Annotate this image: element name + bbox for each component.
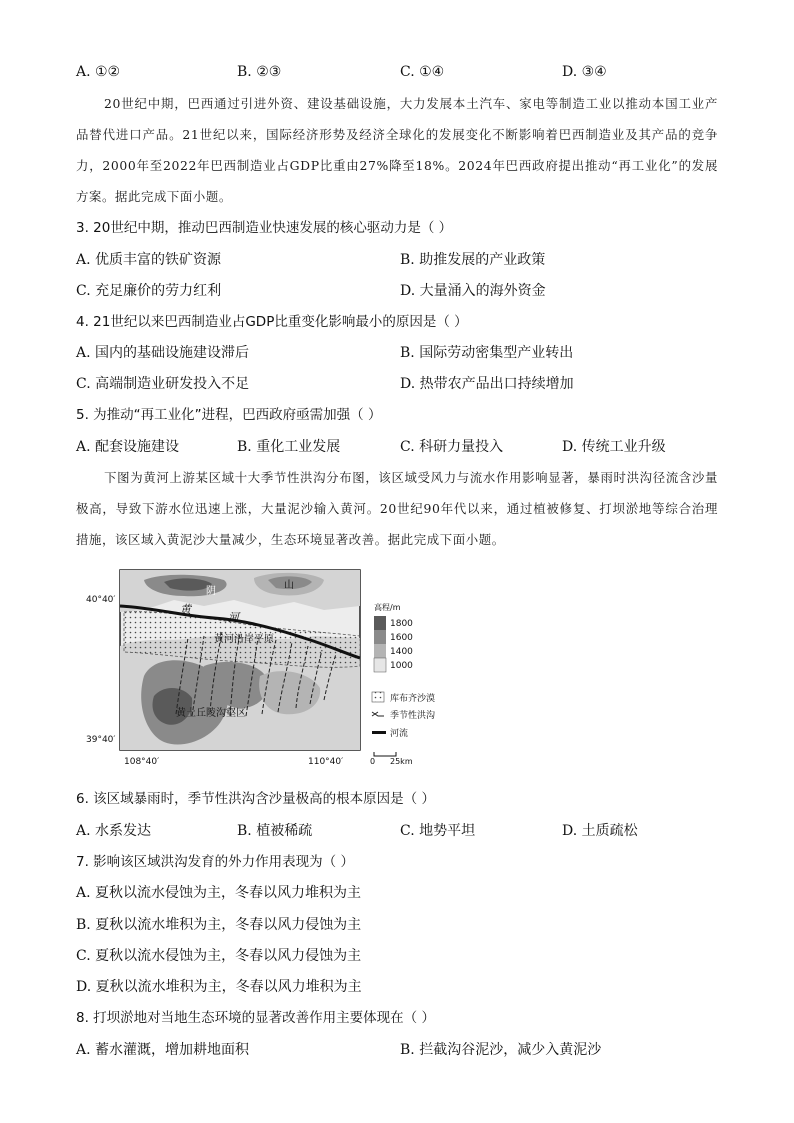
river-label-huang: 黄 <box>180 603 191 616</box>
lon-right-label: 110°40′ <box>308 757 344 767</box>
elevation-level-1000: 1000 <box>390 661 413 671</box>
plain-label: 黄河沿岸平原 <box>214 634 274 645</box>
question-6-stem: 6. 该区域暴雨时，季节性洪沟含沙量极高的根本原因是（ ） <box>76 791 435 807</box>
passage-yellow-river-text: 下图为黄河上游某区域十大季节性洪沟分布图，该区域受风力与流水作用影响显著，暴雨时洪沟径流含沙量极高，导致下游水位迅速上涨，大量泥沙输入黄河。20世纪90年代以来，通过植被修复、打坝淤地等综合治理措施，该区域入黄泥沙大量减少，生态环境显著改善。据此完成下面小题。 <box>76 470 718 547</box>
question-6-option-a: A. 水系发达 <box>76 823 152 839</box>
elevation-swatch-1800 <box>374 616 386 630</box>
question-8-stem: 8. 打坝淤地对当地生态环境的显著改善作用主要体现在（ ） <box>76 1010 435 1026</box>
top-option-c: C. ①④ <box>400 64 445 80</box>
question-5-option-a: A. 配套设施建设 <box>76 439 180 455</box>
scale-bar <box>370 752 413 766</box>
question-8-option-a: A. 蓄水灌溉，增加耕地面积 <box>76 1042 250 1058</box>
question-4-option-a: A. 国内的基础设施建设滞后 <box>76 345 250 361</box>
question-3-option-b: B. 助推发展的产业政策 <box>400 252 546 268</box>
passage-brazil-text: 20世纪中期，巴西通过引进外资、建设基础设施，大力发展本土汽车、家电等制造工业以推动本国工业产品替代进口产品。21世纪以来，国际经济形势及经济全球化的发展变化不断影响着巴西制造业及其产品的竞争力，2000年至2022年巴西制造业占GDP比重由27%降至18%。2024年巴西政府提出推动“再工业化”的发展方案。据此完成下面小题。 <box>76 96 718 204</box>
lat-top-label: 40°40′ <box>86 595 116 605</box>
question-7-stem: 7. 影响该区域洪沟发育的外力作用表现为（ ） <box>76 854 354 870</box>
question-6-option-c: C. 地势平坦 <box>400 823 476 839</box>
passage-brazil <box>76 88 718 212</box>
question-3-stem: 3. 20世纪中期，推动巴西制造业快速发展的核心驱动力是（ ） <box>76 220 453 236</box>
question-5-option-b: B. 重化工业发展 <box>237 439 341 455</box>
question-4-option-c: C. 高端制造业研发投入不足 <box>76 376 250 392</box>
question-4-stem: 4. 21世纪以来巴西制造业占GDP比重变化影响最小的原因是（ ） <box>76 314 468 330</box>
question-4-option-b: B. 国际劳动密集型产业转出 <box>400 345 574 361</box>
passage-yellow-river <box>76 462 718 555</box>
top-option-b: B. ②③ <box>237 64 282 80</box>
symbol-legend <box>372 692 435 739</box>
legend-river: 河流 <box>390 729 409 739</box>
elevation-level-1400: 1400 <box>390 647 413 657</box>
question-5-option-d: D. 传统工业升级 <box>562 439 666 455</box>
place-shan: 山 <box>284 580 294 591</box>
scale-value: 25km <box>390 757 413 766</box>
question-7-option-b: B. 夏秋以流水堆积为主，冬春以风力侵蚀为主 <box>76 917 362 933</box>
elevation-level-1600: 1600 <box>390 633 413 643</box>
elevation-legend <box>374 602 413 672</box>
question-8-option-b: B. 拦截沟谷泥沙，减少入黄泥沙 <box>400 1042 602 1058</box>
river-legend-icon <box>372 731 386 734</box>
legend-gully: 季节性洪沟 <box>390 711 436 721</box>
river-label-he: 河 <box>228 611 239 624</box>
gully-legend-icon <box>372 712 384 716</box>
question-5-option-c: C. 科研力量投入 <box>400 439 504 455</box>
question-7-option-a: A. 夏秋以流水侵蚀为主，冬春以风力堆积为主 <box>76 885 362 901</box>
question-7-option-d: D. 夏秋以流水堆积为主，冬春以风力堆积为主 <box>76 979 362 995</box>
question-4-option-d: D. 热带农产品出口持续增加 <box>400 376 574 392</box>
lon-left-label: 108°40′ <box>124 757 160 767</box>
lat-bottom-label: 39°40′ <box>86 735 116 745</box>
scale-zero: 0 <box>370 757 376 766</box>
elevation-swatch-1000 <box>374 658 386 672</box>
question-3-option-a: A. 优质丰富的铁矿资源 <box>76 252 222 268</box>
place-yin: 阴 <box>206 586 216 597</box>
elevation-level-1800: 1800 <box>390 619 413 629</box>
question-3-option-d: D. 大量涌入的海外资金 <box>400 283 546 299</box>
question-6-option-b: B. 植被稀疏 <box>237 823 313 839</box>
question-7-option-c: C. 夏秋以流水侵蚀为主，冬春以风力侵蚀为主 <box>76 948 362 964</box>
elevation-swatch-1600 <box>374 630 386 644</box>
elevation-title: 高程/m <box>374 603 401 612</box>
question-3-option-c: C. 充足廉价的劳力红利 <box>76 283 222 299</box>
plateau-label: 黄土丘陵沟壑区 <box>176 708 246 719</box>
top-option-a: A. ①② <box>76 64 121 80</box>
elevation-swatch-1400 <box>374 644 386 658</box>
legend-desert: 库布齐沙漠 <box>390 694 436 704</box>
question-6-option-d: D. 土质疏松 <box>562 823 638 839</box>
gully-distribution-map <box>84 566 450 772</box>
top-option-d: D. ③④ <box>562 64 607 80</box>
question-5-stem: 5. 为推动“再工业化”进程，巴西政府亟需加强（ ） <box>76 407 382 423</box>
desert-legend-icon <box>372 692 384 702</box>
